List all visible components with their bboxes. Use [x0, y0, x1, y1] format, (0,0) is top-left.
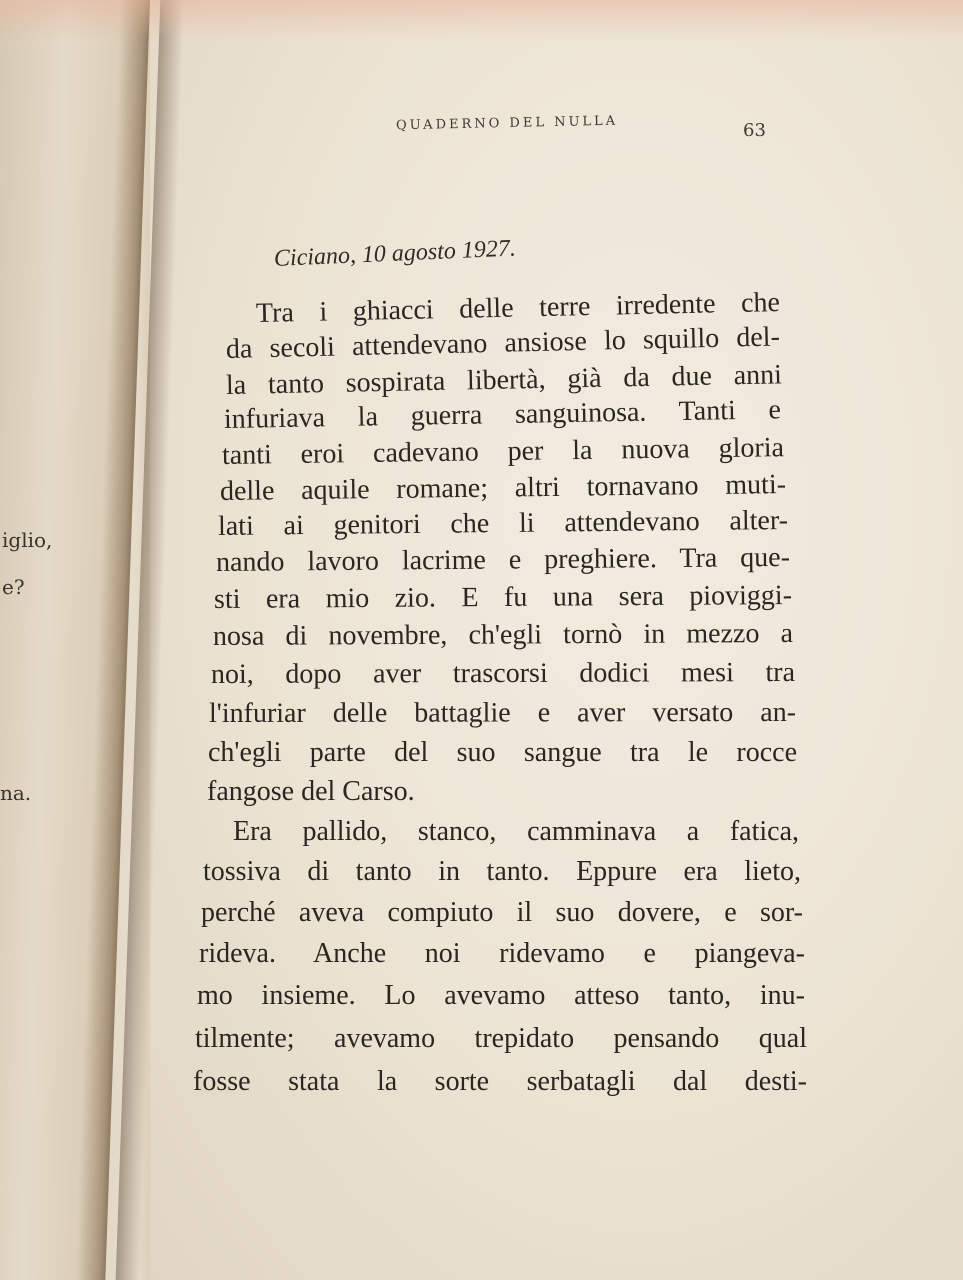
text-line: la tanto sospirata libertà, già da due anni	[225, 359, 783, 401]
running-title: QUADERNO DEL NULLA	[395, 113, 619, 134]
text-line: perché aveva compiuto il suo dovere, e sor-	[201, 897, 803, 928]
text-line: sti era mio zio. E fu una sera pioviggi-	[213, 579, 793, 615]
left-page-fragment: iglio,	[2, 528, 53, 552]
text-line: l'infuriar delle battaglie e aver versato an-	[208, 696, 797, 729]
text-line: nando lavoro lacrime e preghiere. Tra que-	[215, 541, 791, 578]
text-line: delle aquile romane; altri tornavano muti-	[219, 469, 787, 507]
text-line: fosse stata la sorte serbatagli dal desti-	[193, 1066, 807, 1097]
text-line: mo insieme. Lo avevamo atteso tanto, inu-	[197, 980, 805, 1011]
text-line: ch'egli parte del suo sangue tra le rocce	[208, 737, 797, 768]
text-line: da secoli attendevano ansiose lo squillo del-	[225, 321, 781, 365]
page-number: 63	[743, 120, 766, 141]
text-line: tilmente; avevamo trepidato pensando qual	[195, 1023, 807, 1054]
text-line: fangose del Carso.	[207, 776, 415, 807]
text-line: lati ai genitori che li attendevano alter-	[217, 505, 789, 542]
text-line: noi, dopo aver trascorsi dodici mesi tra	[210, 656, 796, 690]
text-line: infuriava la guerra sanguinosa. Tanti e	[223, 394, 782, 435]
text-line: Tra i ghiacci delle terre irredente che	[255, 287, 781, 329]
text-line: rideva. Anche noi ridevamo e piangeva-	[199, 938, 805, 969]
left-page-fragment: na.	[0, 781, 32, 805]
text-line: Era pallido, stanco, camminava a fatica,	[233, 816, 799, 847]
text-line: tanti eroi cadevano per la nuova gloria	[221, 432, 785, 471]
dateline: Ciciano, 10 agosto 1927.	[273, 235, 517, 272]
text-line: nosa di novembre, ch'egli tornò in mezzo a	[212, 617, 794, 652]
left-page-fragment: e?	[2, 575, 25, 599]
text-line: tossiva di tanto in tanto. Eppure era lieto,	[203, 856, 801, 887]
